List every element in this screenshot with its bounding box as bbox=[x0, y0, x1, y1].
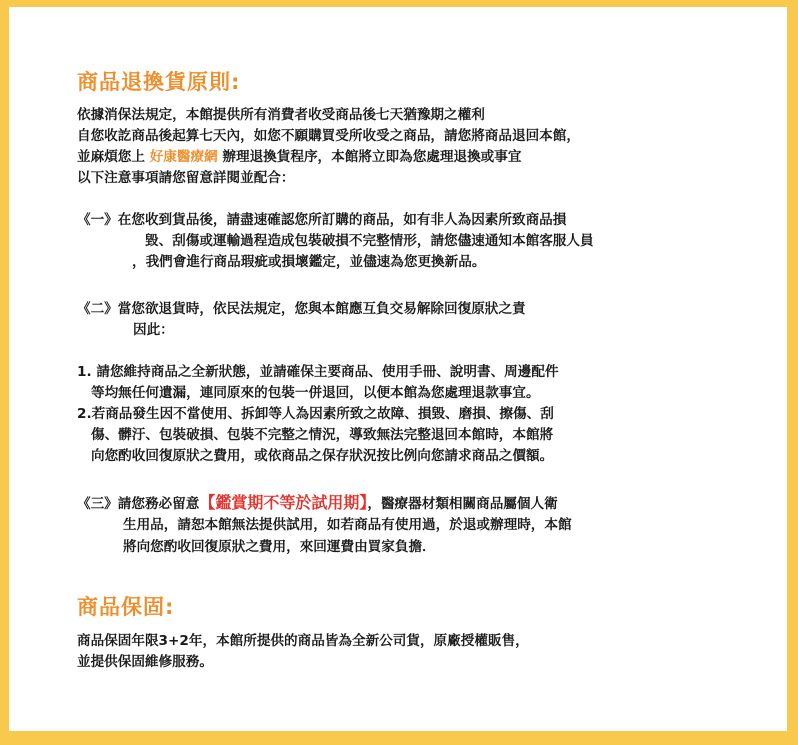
site-name-link[interactable]: 好康醫療網 bbox=[149, 149, 218, 165]
intro-line-3-after: 辦理退換貨程序，本館將立即為您處理退換或事宜 bbox=[217, 149, 522, 165]
intro-line-2: 自您收訖商品後起算七天內，如您不願購買受所收受之商品，請您將商品退回本館， bbox=[77, 128, 580, 144]
item1-line-2: 毀、刮傷或運輸過程造成包裝破損不完整情形，請您儘速通知本館客服人員 bbox=[145, 233, 594, 249]
item3-line-1-before: 《三》請您務必留意 bbox=[77, 496, 200, 512]
intro-line-3 bbox=[77, 147, 521, 168]
item3-line-3: 將向您酌收回復原狀之費用，來回運費由買家負擔． bbox=[123, 539, 436, 555]
condition-line-4: 傷、髒汙、包裝破損、包裝不完整之情況，導致無法完整退回本館時，本館將 bbox=[91, 427, 554, 443]
condition-line-2: 等均無任何遺漏，連同原來的包裝一併退回，以便本館為您處理退款事宜。 bbox=[91, 385, 540, 401]
item2-line-2: 因此： bbox=[133, 322, 174, 338]
intro-line-3-before: 並麻煩您上 bbox=[77, 149, 150, 165]
item3-line-1 bbox=[77, 492, 558, 515]
warranty-line-2: 並提供保固維修服務。 bbox=[77, 654, 213, 670]
warranty-line-1: 商品保固年限3+2年，本館所提供的商品皆為全新公司貨，原廠授權販售， bbox=[77, 633, 529, 649]
condition-line-3: 2.若商品發生因不當使用、拆卸等人為因素所致之故障、損毀、磨損、擦傷、刮 bbox=[77, 406, 554, 422]
condition-line-1: 1. 請您維持商品之全新狀態，並請確保主要商品、使用手冊、說明書、周邊配件 bbox=[77, 364, 559, 380]
appreciation-period-highlight: 【鑑賞期不等於試用期】 bbox=[199, 493, 368, 512]
warranty-heading: 商品保固: bbox=[77, 595, 175, 619]
item3-line-2: 生用品，請恕本館無法提供試用，如若商品有使用過，於退或辦理時，本館 bbox=[123, 517, 572, 533]
returns-policy-heading: 商品退換貨原則: bbox=[77, 70, 241, 94]
item1-line-1: 《一》在您收到貨品後，請盡速確認您所訂購的商品，如有非人為因素所致商品損 bbox=[77, 212, 567, 228]
item1-line-3: ，我們會進行商品瑕疵或損壞鑑定，並儘速為您更換新品。 bbox=[132, 254, 486, 270]
condition-line-5: 向您酌收回復原狀之費用，或依商品之保存狀況按比例向您請求商品之價額。 bbox=[91, 448, 554, 464]
item2-line-1: 《二》當您欲退貨時，依民法規定，您與本館應互負交易解除回復原狀之責 bbox=[77, 301, 526, 317]
item3-line-1-after: ，醫療器材類相關商品屬個人衛 bbox=[367, 496, 558, 512]
intro-line-1: 依據消保法規定，本館提供所有消費者收受商品後七天猶豫期之權利 bbox=[77, 107, 485, 123]
intro-line-4: 以下注意事項請您留意詳閱並配合： bbox=[77, 170, 295, 186]
